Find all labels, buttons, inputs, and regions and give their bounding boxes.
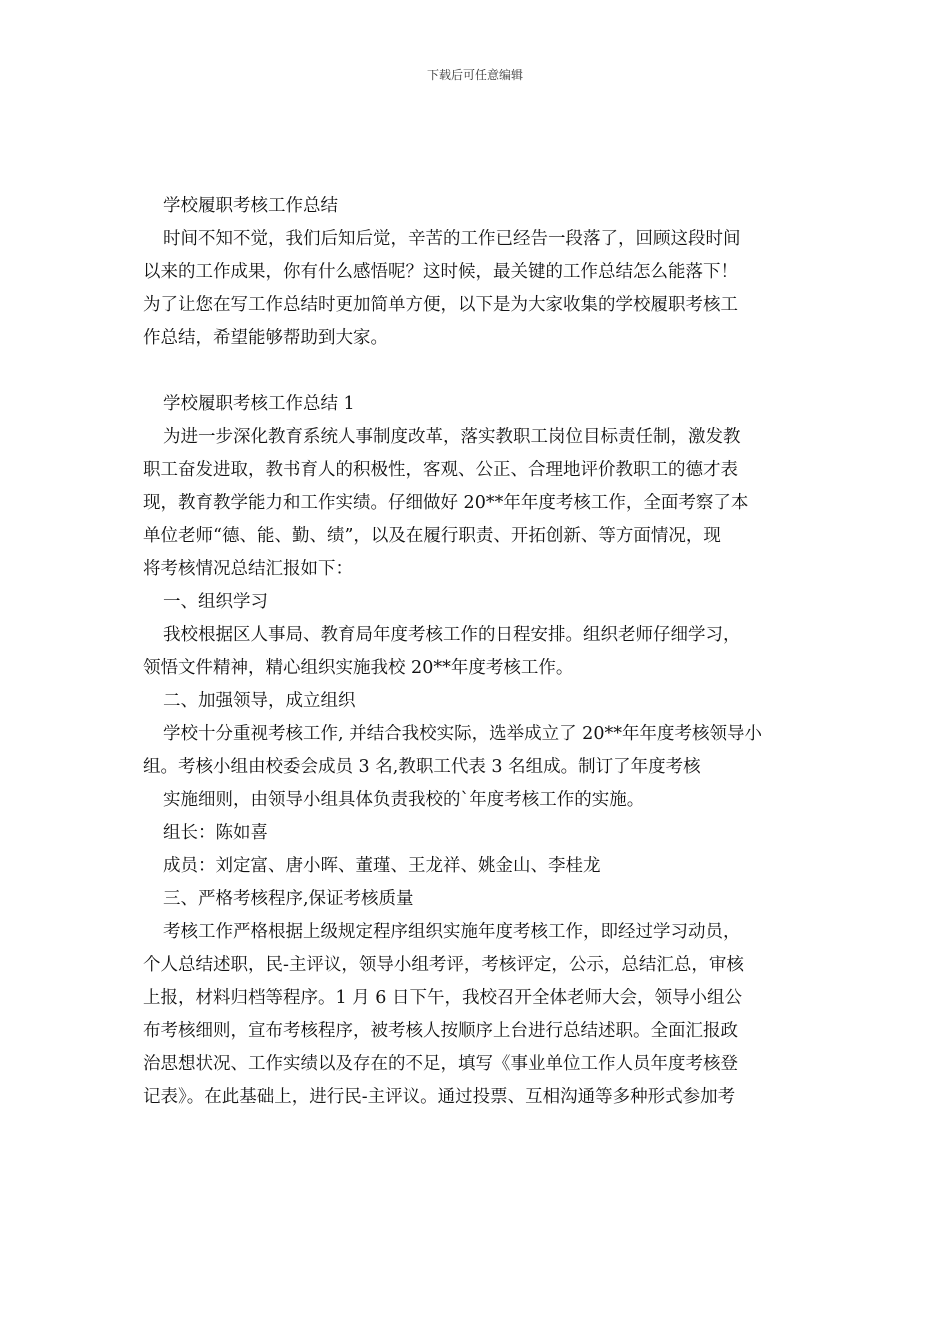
heading-organize-study: 一、组织学习 (163, 592, 268, 612)
paragraph-line: 布考核细则，宣布考核程序，被考核人按顺序上台进行总结述职。全面汇报政 (143, 1021, 738, 1041)
heading-strict-procedure: 三、严格考核程序,保证考核质量 (163, 889, 414, 909)
paragraph-line: 为进一步深化教育系统人事制度改革，落实教职工岗位目标责任制，激发教 (163, 427, 741, 447)
intro-line: 以来的工作成果，你有什么感悟呢？这时候，最关键的工作总结怎么能落下！ (143, 262, 738, 282)
section-title: 学校履职考核工作总结 1 (163, 394, 355, 414)
paragraph-line: 记表》。在此基础上，进行民-主评议。通过投票、互相沟通等多种形式参加考 (143, 1087, 736, 1107)
document-title: 学校履职考核工作总结 (163, 196, 338, 216)
intro-line: 时间不知不觉，我们后知后觉，辛苦的工作已经告一段落了，回顾这段时间 (163, 229, 741, 249)
group-members: 成员：刘定富、唐小晖、董瑾、王龙祥、姚金山、李桂龙 (163, 856, 601, 876)
intro-line: 作总结，希望能够帮助到大家。 (143, 328, 388, 348)
paragraph-line: 学校十分重视考核工作, 并结合我校实际，选举成立了 20**年年度考核领导小 (163, 724, 762, 744)
paragraph-line: 上报，材料归档等程序。1 月 6 日下午，我校召开全体老师大会，领导小组公 (143, 988, 742, 1008)
paragraph-line: 我校根据区人事局、教育局年度考核工作的日程安排。组织老师仔细学习， (163, 625, 741, 645)
paragraph-gap (143, 355, 811, 388)
document-body (143, 190, 811, 1114)
intro-line: 为了让您在写工作总结时更加简单方便，以下是为大家收集的学校履职考核工 (143, 295, 738, 315)
paragraph-line: 组。考核小组由校委会成员 3 名,教职工代表 3 名组成。制订了年度考核 (143, 757, 701, 777)
paragraph-line: 考核工作严格根据上级规定程序组织实施年度考核工作，即经过学习动员， (163, 922, 741, 942)
heading-strengthen-leadership: 二、加强领导，成立组织 (163, 691, 356, 711)
group-leader: 组长：陈如喜 (163, 823, 268, 843)
paragraph-line: 领悟文件精神，精心组织实施我校 20**年度考核工作。 (143, 658, 574, 678)
paragraph-line: 职工奋发进取，教书育人的积极性，客观、公正、合理地评价教职工的德才表 (143, 460, 738, 480)
paragraph-line: 单位老师“德、能、勤、绩”，以及在履行职责、开拓创新、等方面情况，现 (143, 526, 721, 546)
paragraph-line: 个人总结述职，民-主评议，领导小组考评，考核评定，公示，总结汇总，审核 (143, 955, 744, 975)
paragraph-line: 治思想状况、工作实绩以及存在的不足，填写《事业单位工作人员年度考核登 (143, 1054, 738, 1074)
paragraph-line: 现，教育教学能力和工作实绩。仔细做好 20**年年度考核工作，全面考察了本 (143, 493, 749, 513)
paragraph-line: 将考核情况总结汇报如下： (143, 559, 353, 579)
paragraph-line: 实施细则，由领导小组具体负责我校的`年度考核工作的实施。 (163, 790, 645, 810)
page-header-note: 下载后可任意编辑 (426, 68, 523, 82)
